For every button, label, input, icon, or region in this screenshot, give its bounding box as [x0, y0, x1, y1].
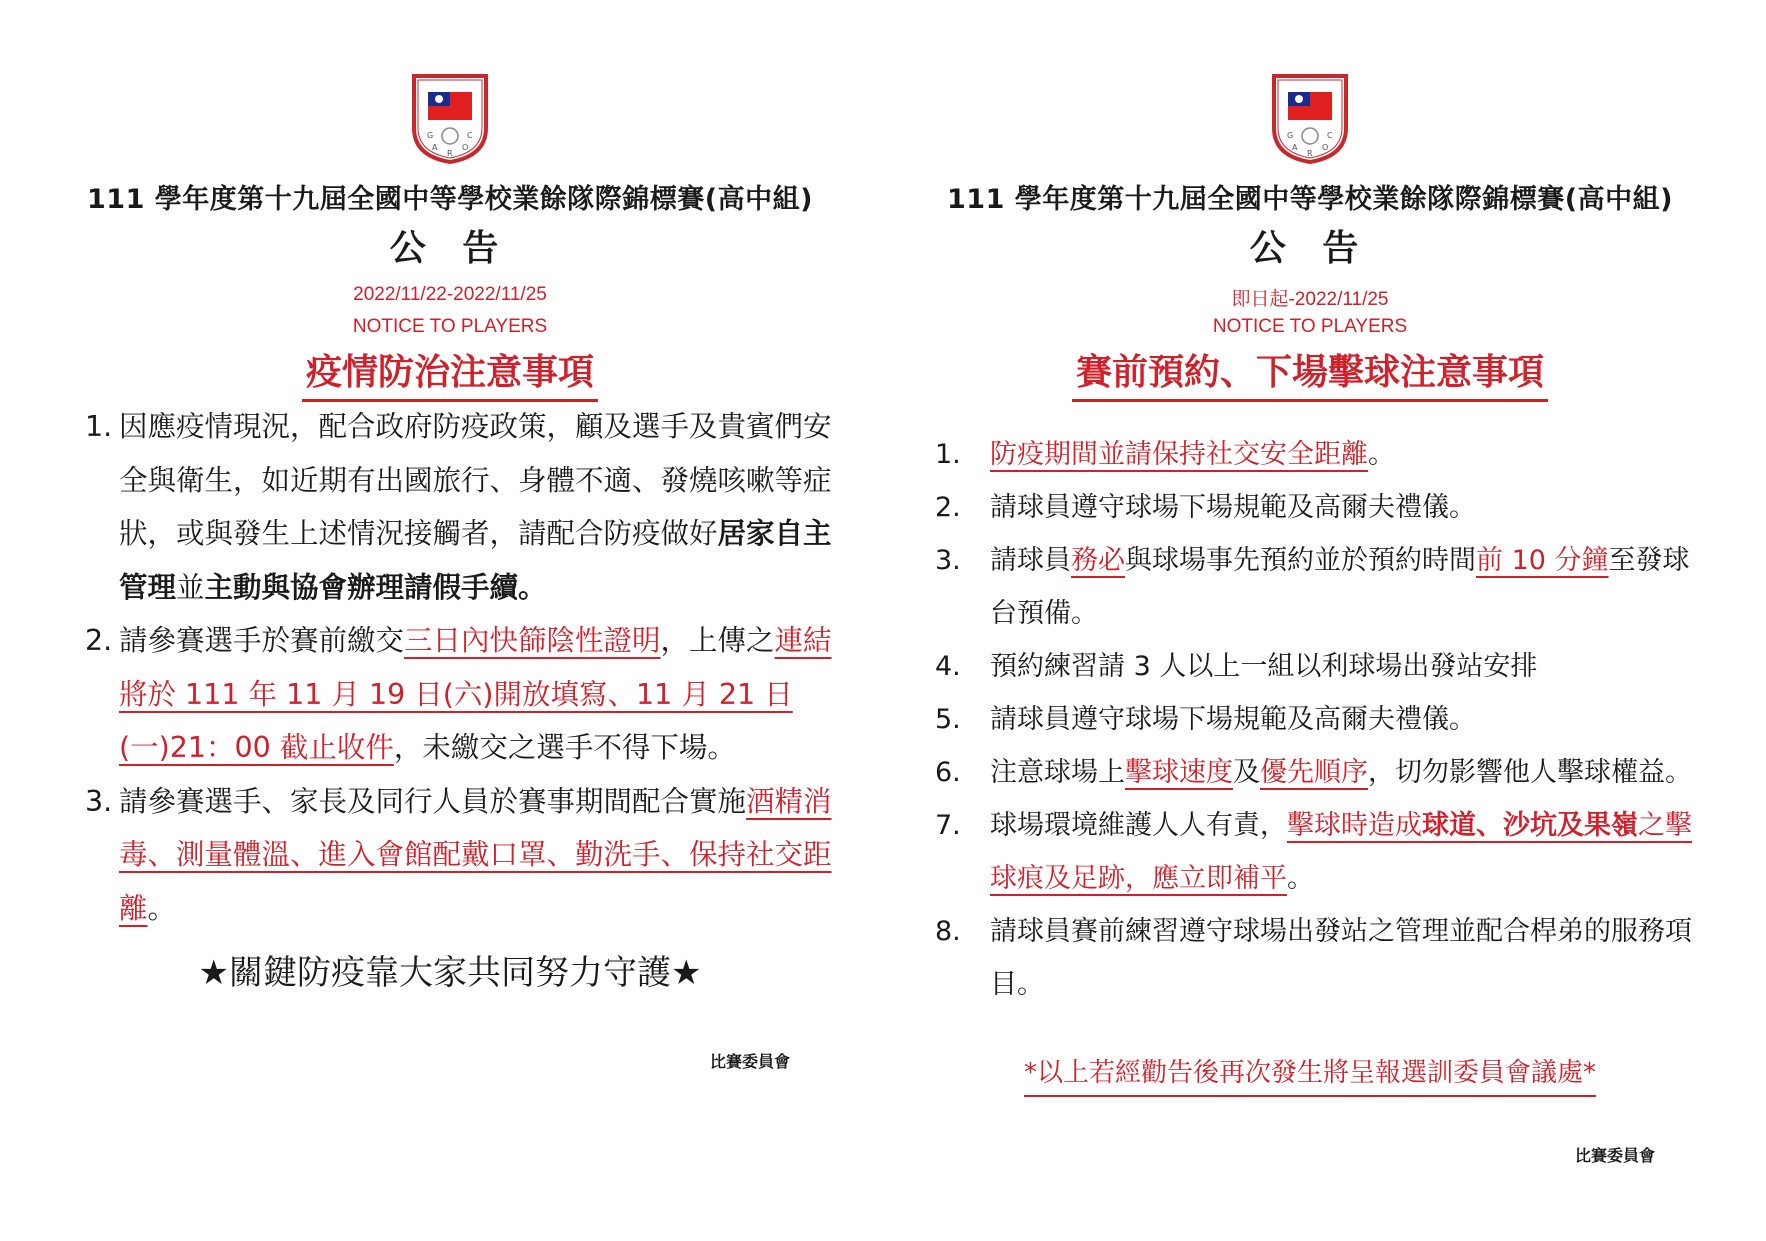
- right-notice: [920, 0, 1700, 1241]
- list-item: 1. 因應疫情現況，配合政府防疫政策，顧及選手及貴賓們安全與衛生，如近期有出國旅行、身體不適、發燒咳嗽等症狀，或與發生上述情況接觸者，請配合防疫做好居家自主管理並主動與協會辦理請假手續。: [85, 410, 832, 604]
- svg-text:R: R: [1307, 149, 1313, 158]
- svg-text:G: G: [1287, 131, 1294, 140]
- list-item: 1. 防疫期間並請保持社交安全距離。: [935, 439, 1395, 470]
- event-title: 111 學年度第十九屆全國中等學校業餘隊際錦標賽(高中組): [87, 184, 813, 215]
- svg-text:O: O: [462, 143, 469, 152]
- svg-text:R: R: [447, 149, 453, 158]
- left-notice: [60, 0, 840, 1241]
- notice-list: [935, 428, 1700, 1011]
- warning-note: *以上若經勸告後再次發生將呈報選訓委員會議處*: [920, 1055, 1700, 1097]
- slogan: ★關鍵防疫靠大家共同努力守護★: [198, 953, 702, 993]
- list-item: 2. 請球員遵守球場下場規範及高爾夫禮儀。: [935, 492, 1476, 523]
- garoc-emblem-icon: [408, 70, 492, 166]
- svg-text:A: A: [432, 143, 438, 152]
- event-title: 111 學年度第十九屆全國中等學校業餘隊際錦標賽(高中組): [947, 184, 1673, 215]
- garoc-emblem-icon: [1268, 70, 1352, 166]
- svg-text:O: O: [1322, 143, 1329, 152]
- svg-text:C: C: [467, 131, 473, 140]
- list-item: 4. 預約練習請 3 人以上一組以利球場出發站安排: [935, 651, 1538, 682]
- date-range: 即日起-2022/11/25: [1231, 289, 1389, 310]
- list-item: 6. 注意球場上擊球速度及優先順序，切勿影響他人擊球權益。: [935, 757, 1692, 788]
- notice-title: 公 告: [389, 228, 511, 269]
- svg-text:G: G: [427, 131, 434, 140]
- list-item: 5. 請球員遵守球場下場規範及高爾夫禮儀。: [935, 704, 1476, 735]
- notice-heading: 賽前預約、下場擊球注意事項: [920, 349, 1700, 402]
- signature: 比賽委員會: [710, 1052, 791, 1071]
- signature: 比賽委員會: [1575, 1146, 1656, 1165]
- list-item: 2. 請參賽選手於賽前繳交三日內快篩陰性證明，上傳之連結將於 111 年 11 月 19 日(六)開放填寫、11 月 21 日(一)21：00 截止收件，未繳交之選手不得下場。: [85, 624, 832, 764]
- notice-list: [85, 400, 840, 935]
- list-item: 8. 請球員賽前練習遵守球場出發站之管理並配合桿弟的服務項目。: [935, 916, 1692, 1000]
- date-range: 2022/11/22-2022/11/25: [353, 284, 547, 305]
- svg-text:C: C: [1327, 131, 1333, 140]
- list-item: 7. 球場環境維護人人有責，擊球時造成球道、沙坑及果嶺之擊球痕及足跡，應立即補平。: [935, 810, 1692, 894]
- notice-subtitle: NOTICE TO PLAYERS: [1212, 316, 1408, 337]
- notice-heading: 疫情防治注意事項: [60, 349, 840, 402]
- list-item: 3. 請參賽選手、家長及同行人員於賽事期間配合實施酒精消毒、測量體溫、進入會館配戴口罩、勤洗手、保持社交距離。: [85, 784, 832, 925]
- list-item: 3. 請球員務必與球場事先預約並於預約時間前 10 分鐘至發球台預備。: [935, 545, 1690, 629]
- svg-text:A: A: [1292, 143, 1298, 152]
- notice-title: 公 告: [1249, 228, 1371, 269]
- notice-subtitle: NOTICE TO PLAYERS: [352, 316, 548, 337]
